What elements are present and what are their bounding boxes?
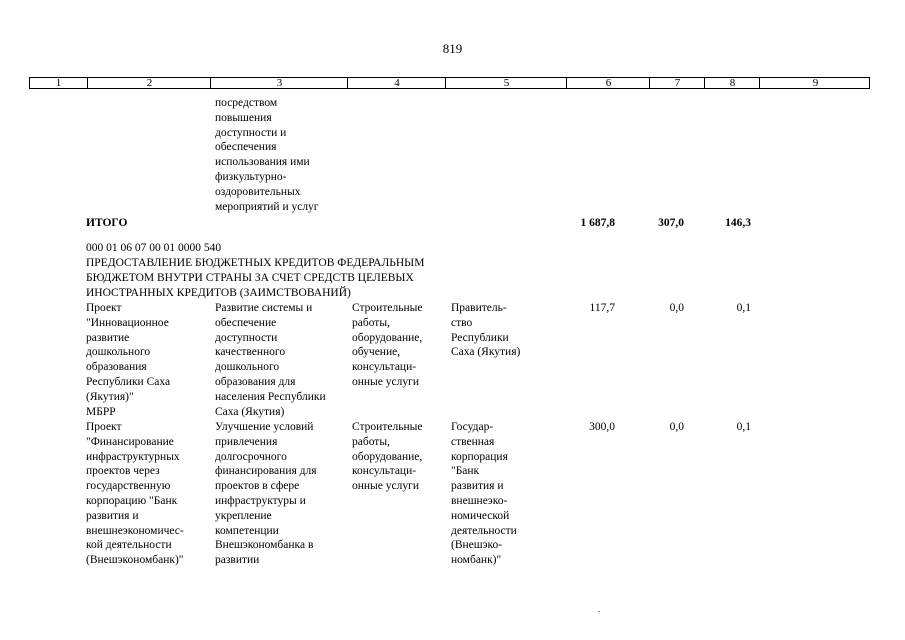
row2-col3: Улучшение условий привлечения долгосрочного финансирования для проектов в сфере инфраструктуры и укрепление компетенции Внешэкономбанка в развитии (215, 421, 317, 567)
row1-col4: Строительные работы, оборудование, обучение, консультаци- онные услуги (352, 302, 423, 388)
header-col-3: 3 (210, 78, 348, 89)
row1-col5: Правитель- ство Республики Саха (Якутия) (451, 302, 521, 359)
header-col-2: 2 (87, 78, 211, 89)
section-code: 000 01 06 07 00 01 0000 540 (86, 242, 222, 254)
section-title: ПРЕДОСТАВЛЕНИЕ БЮДЖЕТНЫХ КРЕДИТОВ ФЕДЕРАЛЬНЫМ БЮДЖЕТОМ ВНУТРИ СТРАНЫ ЗА СЧЕТ СРЕДСТВ ЦЕЛЕВЫХ ИНОСТРАННЫХ КРЕДИТОВ (ЗАИМСТВОВАНИЙ) (86, 257, 425, 299)
header-col-7: 7 (649, 78, 705, 89)
total-col6: 1 687,8 (580, 217, 615, 229)
row2-col8: 0,1 (736, 421, 751, 433)
total-col8: 146,3 (725, 217, 751, 229)
table-header-row (29, 77, 870, 89)
scan-speck (598, 611, 600, 612)
row1-col3: Развитие системы и обеспечение доступности качественного дошкольного образования для населения Республики Саха (Якутия) (215, 302, 326, 418)
row2-col4: Строительные работы, оборудование, консультаци- онные услуги (352, 421, 423, 493)
row2-col6: 300,0 (589, 421, 615, 433)
row1-col2: Проект "Инновационное развитие дошкольного образования Республики Саха (Якутия)" МБРР (86, 302, 171, 418)
header-col-4: 4 (347, 78, 446, 89)
page-number: 819 (442, 41, 463, 56)
header-col-1: 1 (55, 77, 62, 89)
row2-col2: Проект "Финансирование инфраструктурных проектов через государственную корпорацию "Банк развития и внешнеэкономичес- кой деятельности (Внешэкономбанк)" (86, 421, 184, 567)
total-col7: 307,0 (658, 217, 684, 229)
row1-col7: 0,0 (669, 302, 684, 314)
total-label: ИТОГО (86, 217, 128, 229)
header-col-8: 8 (704, 78, 760, 89)
row1-col8: 0,1 (736, 302, 751, 314)
row2-col7: 0,0 (669, 421, 684, 433)
header-col-9: 9 (759, 78, 871, 89)
row1-col6: 117,7 (589, 302, 615, 314)
continuation-col3: посредством повышения доступности и обеспечения использования ими физкультурно- оздоровительных мероприятий и услуг (215, 97, 319, 213)
header-col-5: 5 (445, 78, 567, 89)
row2-col5: Государ- ственная корпорация "Банк развития и внешнеэко- номической деятельности (Внешэко- номбанк)" (451, 421, 517, 567)
header-col-6: 6 (566, 78, 650, 89)
